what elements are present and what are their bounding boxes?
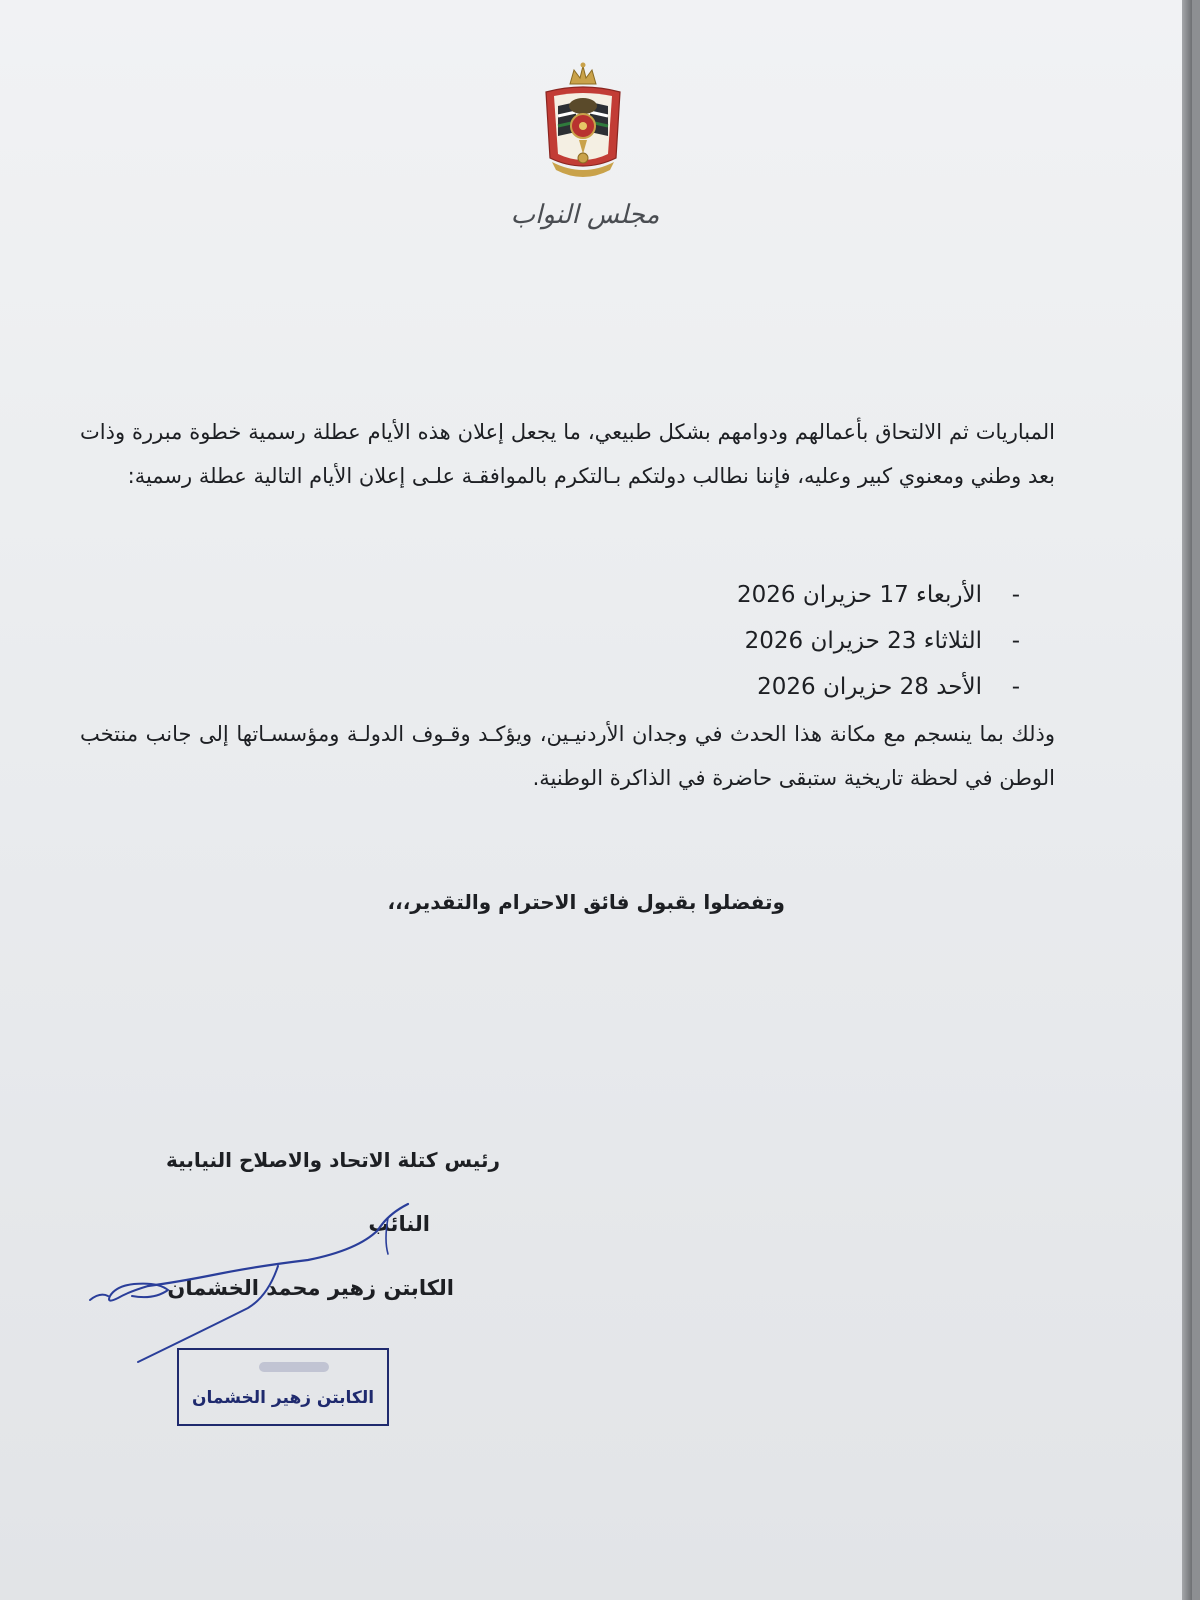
holiday-date: الأحد 28 حزيران 2026 xyxy=(757,674,982,700)
jordan-coat-of-arms-icon xyxy=(536,62,630,184)
handwritten-signature xyxy=(88,1200,418,1370)
official-stamp xyxy=(177,1348,389,1426)
holiday-list xyxy=(500,572,1020,710)
holiday-date: الأربعاء 17 حزيران 2026 xyxy=(737,582,982,608)
closing-salutation: وتفضلوا بقبول فائق الاحترام والتقدير،،، xyxy=(387,890,785,914)
institution-name: مجلس النواب xyxy=(510,200,660,230)
list-item xyxy=(500,618,1020,664)
body-paragraph-2: وذلك بما ينسجم مع مكانة هذا الحدث في وجدان الأردنيـين، ويؤكـد وقـوف الدولـة ومؤسسـاتها إلى جانب منتخب الوطن في لحظة تاريخية ستبقى حاضرة في الذاكرة الوطنية. xyxy=(80,722,1055,790)
body-paragraph-1: المباريات ثم الالتحاق بأعمالهم ودوامهم بشكل طبيعي، ما يجعل إعلان هذه الأيام عطلة رسمية خطوة مبررة وذات بعد وطني ومعنوي كبير وعليه، فإننا نطالب دولتكم بـالتكرم بالموافقـة علـى إعلان الأيام التالية عطلة رسمية: xyxy=(80,420,1055,488)
page-edge xyxy=(1182,0,1192,1600)
deputy-label: النائب xyxy=(368,1212,430,1236)
list-item xyxy=(500,664,1020,710)
stamp-text: الكابتن زهير الخشمان xyxy=(191,1388,375,1408)
stamp-ink-smudge xyxy=(259,1362,329,1372)
list-marker: - xyxy=(1011,674,1020,700)
list-marker: - xyxy=(1011,628,1020,654)
list-marker: - xyxy=(1011,582,1020,608)
bloc-title: رئيس كتلة الاتحاد والاصلاح النيابية xyxy=(166,1148,500,1172)
list-item xyxy=(500,572,1020,618)
signatory-name: الكابتن زهير محمد الخشمان xyxy=(167,1276,454,1300)
holiday-date: الثلاثاء 23 حزيران 2026 xyxy=(744,628,982,654)
